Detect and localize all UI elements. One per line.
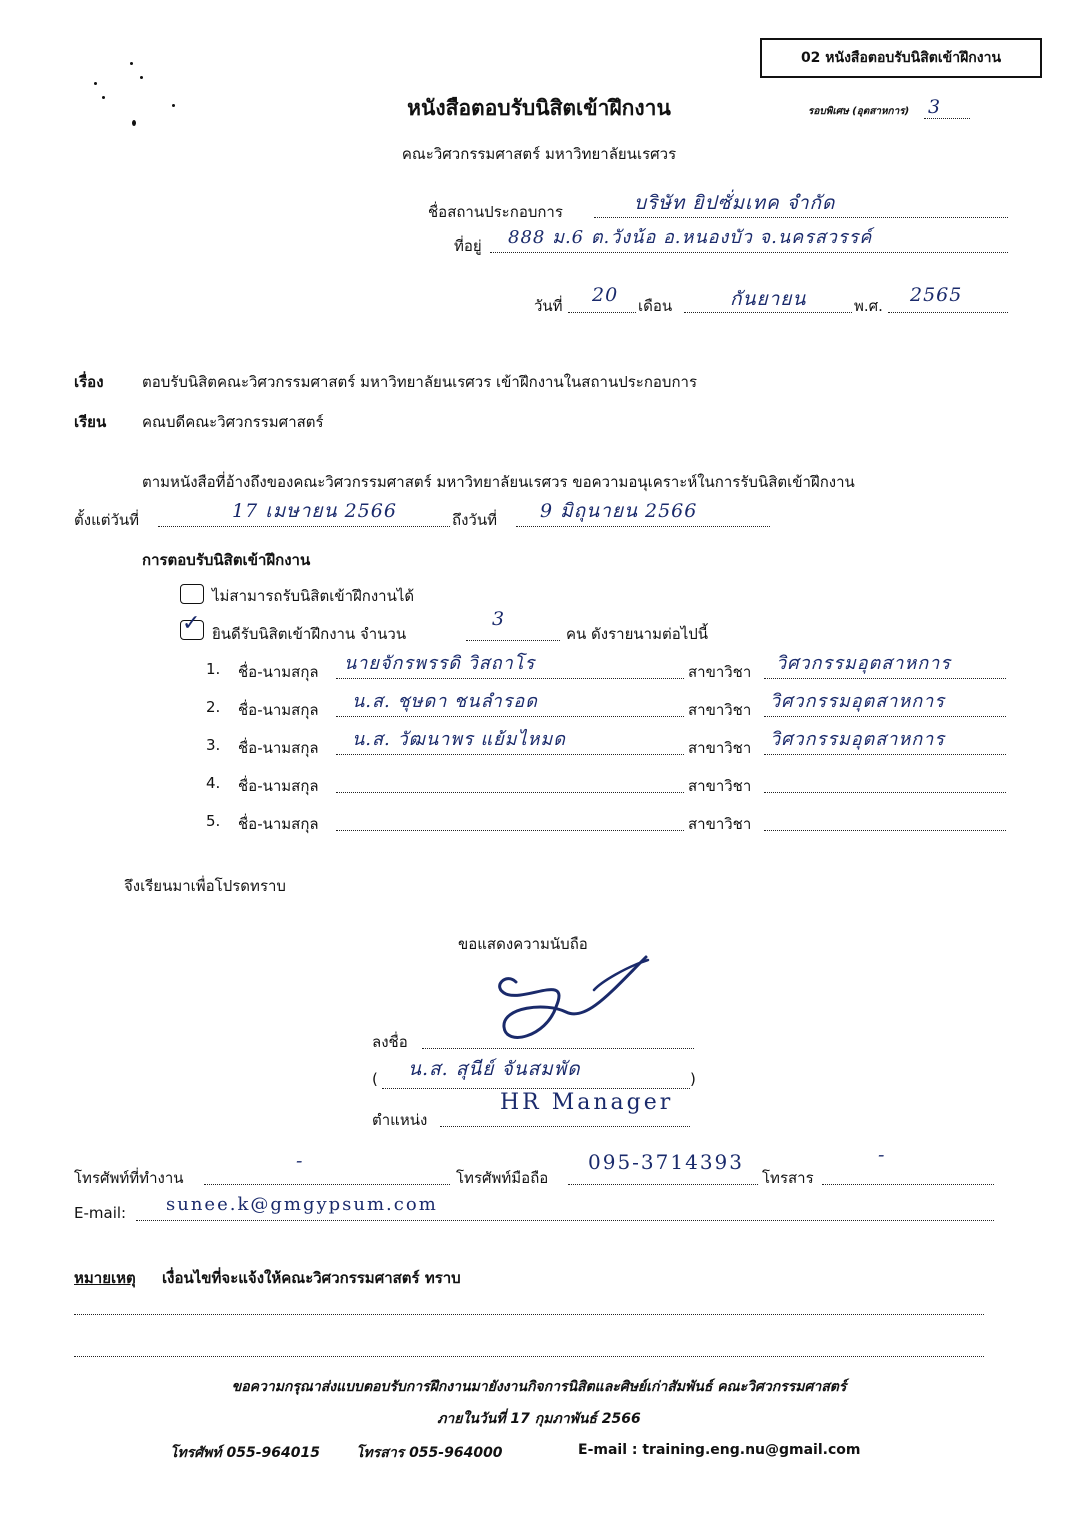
remark-text: เงื่อนไขที่จะแจ้งให้คณะวิศวกรรมศาสตร์ ทราบ [162,1269,461,1287]
reject-option-label: ไม่สามารถรับนิสิตเข้าฝึกงานได้ [212,587,415,605]
from-date-value: 17 เมษายน 2566 [232,500,397,522]
accept-count-line [466,640,560,641]
student-number: 2. [206,698,221,716]
office-phone-line [204,1184,450,1185]
sign-line [422,1048,694,1049]
year-label: พ.ศ. [854,297,883,315]
office-phone-value: - [296,1150,304,1172]
to-date-line [516,526,770,527]
section-title: การตอบรับนิสิตเข้าฝึกงาน [142,551,311,569]
from-date-line [158,526,450,527]
footer-deadline: ภายในวันที่ 17 กุมภาพันธ์ 2566 [437,1411,641,1427]
student-number: 4. [206,774,221,792]
signer-open-paren: ( [372,1070,378,1088]
student-name-line [336,792,684,793]
signer-name-value: น.ส. สุนีย์ จันสมพัด [408,1058,581,1080]
student-name-line [336,754,684,755]
student-name-value: น.ส. วัฒนาพร แย้มไหมด [352,729,566,750]
signer-name-line [382,1088,690,1089]
round-dotted-line [924,118,970,119]
round-value: 3 [928,96,942,118]
footer-phone: โทรศัพท์ 055-964015 [170,1445,320,1461]
position-line [440,1126,690,1127]
student-number: 1. [206,660,221,678]
month-value: กันยายน [730,288,807,310]
student-number: 3. [206,736,221,754]
student-name-line [336,830,684,831]
mobile-label: โทรศัพท์มือถือ [456,1169,549,1187]
accept-option-label: ยินดีรับนิสิตเข้าฝึกงาน จำนวน [212,625,407,643]
student-major-value: วิศวกรรมอุตสาหการ [770,729,945,750]
closing-inform: จึงเรียนมาเพื่อโปรดทราบ [124,877,286,895]
email-line [136,1220,994,1221]
subject-text: ตอบรับนิสิตคณะวิศวกรรมศาสตร์ มหาวิทยาลัยนเรศวร เข้าฝึกงานในสถานประกอบการ [142,373,698,391]
student-major-line [764,830,1006,831]
position-value: HR Manager [500,1090,674,1115]
student-major-value: วิศวกรรมอุตสาหการ [770,691,945,712]
student-major-label: สาขาวิชา [688,663,752,681]
student-major-label: สาขาวิชา [688,815,752,833]
student-major-line [764,716,1006,717]
email-label: E-mail: [74,1204,127,1222]
student-major-label: สาขาวิชา [688,739,752,757]
check-mark-icon: ✓ [182,611,202,636]
footer-instruction: ขอความกรุณาส่งแบบตอบรับการฝึกงานมายังงานกิจการนิสิตและศิษย์เก่าสัมพันธ์ คณะวิศวกรรมศาสตร์ [231,1379,847,1395]
mobile-value: 095-3714393 [588,1150,745,1174]
remark-label: หมายเหตุ [74,1269,136,1287]
scan-speck [140,76,143,79]
scan-speck [94,82,97,85]
from-date-label: ตั้งแต่วันที่ [74,511,140,529]
day-label: วันที่ [534,297,563,315]
student-name-value: น.ส. ชุษดา ชนลำรอด [352,691,538,712]
signer-close-paren: ) [690,1070,696,1088]
student-name-value: นายจักรพรรดิ วิสถาโร [344,653,536,674]
subject-label: เรื่อง [74,373,104,391]
student-name-line [336,678,684,679]
student-major-line [764,792,1006,793]
address-value: 888 ม.6 ต.วังน้อ อ.หนองบัว จ.นครสวรรค์ [508,227,873,248]
fax-label: โทรสาร [762,1169,814,1187]
signature-image [476,952,676,1062]
remark-line-1 [74,1314,984,1315]
scan-speck [130,62,133,65]
student-name-label: ชื่อ-นามสกุล [238,815,319,833]
fax-line [822,1184,994,1185]
year-line [888,312,1008,313]
to-date-label: ถึงวันที่ [452,511,497,529]
to-date-value: 9 มิถุนายน 2566 [540,500,698,522]
remark-line-2 [74,1356,984,1357]
student-major-label: สาขาวิชา [688,777,752,795]
document-code: 02 หนังสือตอบรับนิสิตเข้าฝึกงาน [760,38,1042,78]
office-phone-label: โทรศัพท์ที่ทำงาน [74,1169,184,1187]
footer-email: E-mail : training.eng.nu@gmail.com [578,1442,861,1458]
student-major-value: วิศวกรรมอุตสาหการ [776,653,951,674]
day-value: 20 [592,284,619,306]
student-name-label: ชื่อ-นามสกุล [238,739,319,757]
to-label: เรียน [74,413,107,431]
student-number: 5. [206,812,221,830]
closing-regards: ขอแสดงความนับถือ [458,935,588,953]
sign-label: ลงชื่อ [372,1033,408,1051]
accept-checkbox[interactable] [180,611,204,640]
email-value: sunee.k@gmgypsum.com [166,1194,438,1215]
month-label: เดือน [638,297,673,315]
accept-count-value: 3 [492,608,506,630]
accept-option-suffix: คน ดังรายนามต่อไปนี้ [566,625,709,643]
student-name-label: ชื่อ-นามสกุล [238,663,319,681]
student-major-line [764,754,1006,755]
reject-checkbox[interactable] [180,584,204,604]
round-label: รอบพิเศษ (อุตสาหการ) [808,106,910,117]
mobile-line [568,1184,758,1185]
student-major-line [764,678,1006,679]
day-line [568,312,636,313]
student-name-label: ชื่อ-นามสกุล [238,777,319,795]
company-name-label: ชื่อสถานประกอบการ [428,203,563,221]
student-name-label: ชื่อ-นามสกุล [238,701,319,719]
faculty-name: คณะวิศวกรรมศาสตร์ มหาวิทยาลัยนเรศวร [401,145,677,163]
footer-fax: โทรสาร 055-964000 [356,1445,503,1461]
fax-value: - [878,1144,886,1166]
address-label: ที่อยู่ [454,237,482,255]
year-value: 2565 [910,284,963,306]
body-paragraph: ตามหนังสือที่อ้างถึงของคณะวิศวกรรมศาสตร์ มหาวิทยาลัยนเรศวร ขอความอนุเคราะห์ในการรับนิสิตเข้าฝึกงาน [142,473,855,491]
address-line [490,252,1008,253]
to-text: คณบดีคณะวิศวกรรมศาสตร์ [142,413,324,431]
company-name-value: บริษัท ยิปซั่มเทค จำกัด [634,192,836,214]
student-name-line [336,716,684,717]
position-label: ตำแหน่ง [372,1111,428,1129]
document-title: หนังสือตอบรับนิสิตเข้าฝึกงาน [407,96,671,120]
student-major-label: สาขาวิชา [688,701,752,719]
